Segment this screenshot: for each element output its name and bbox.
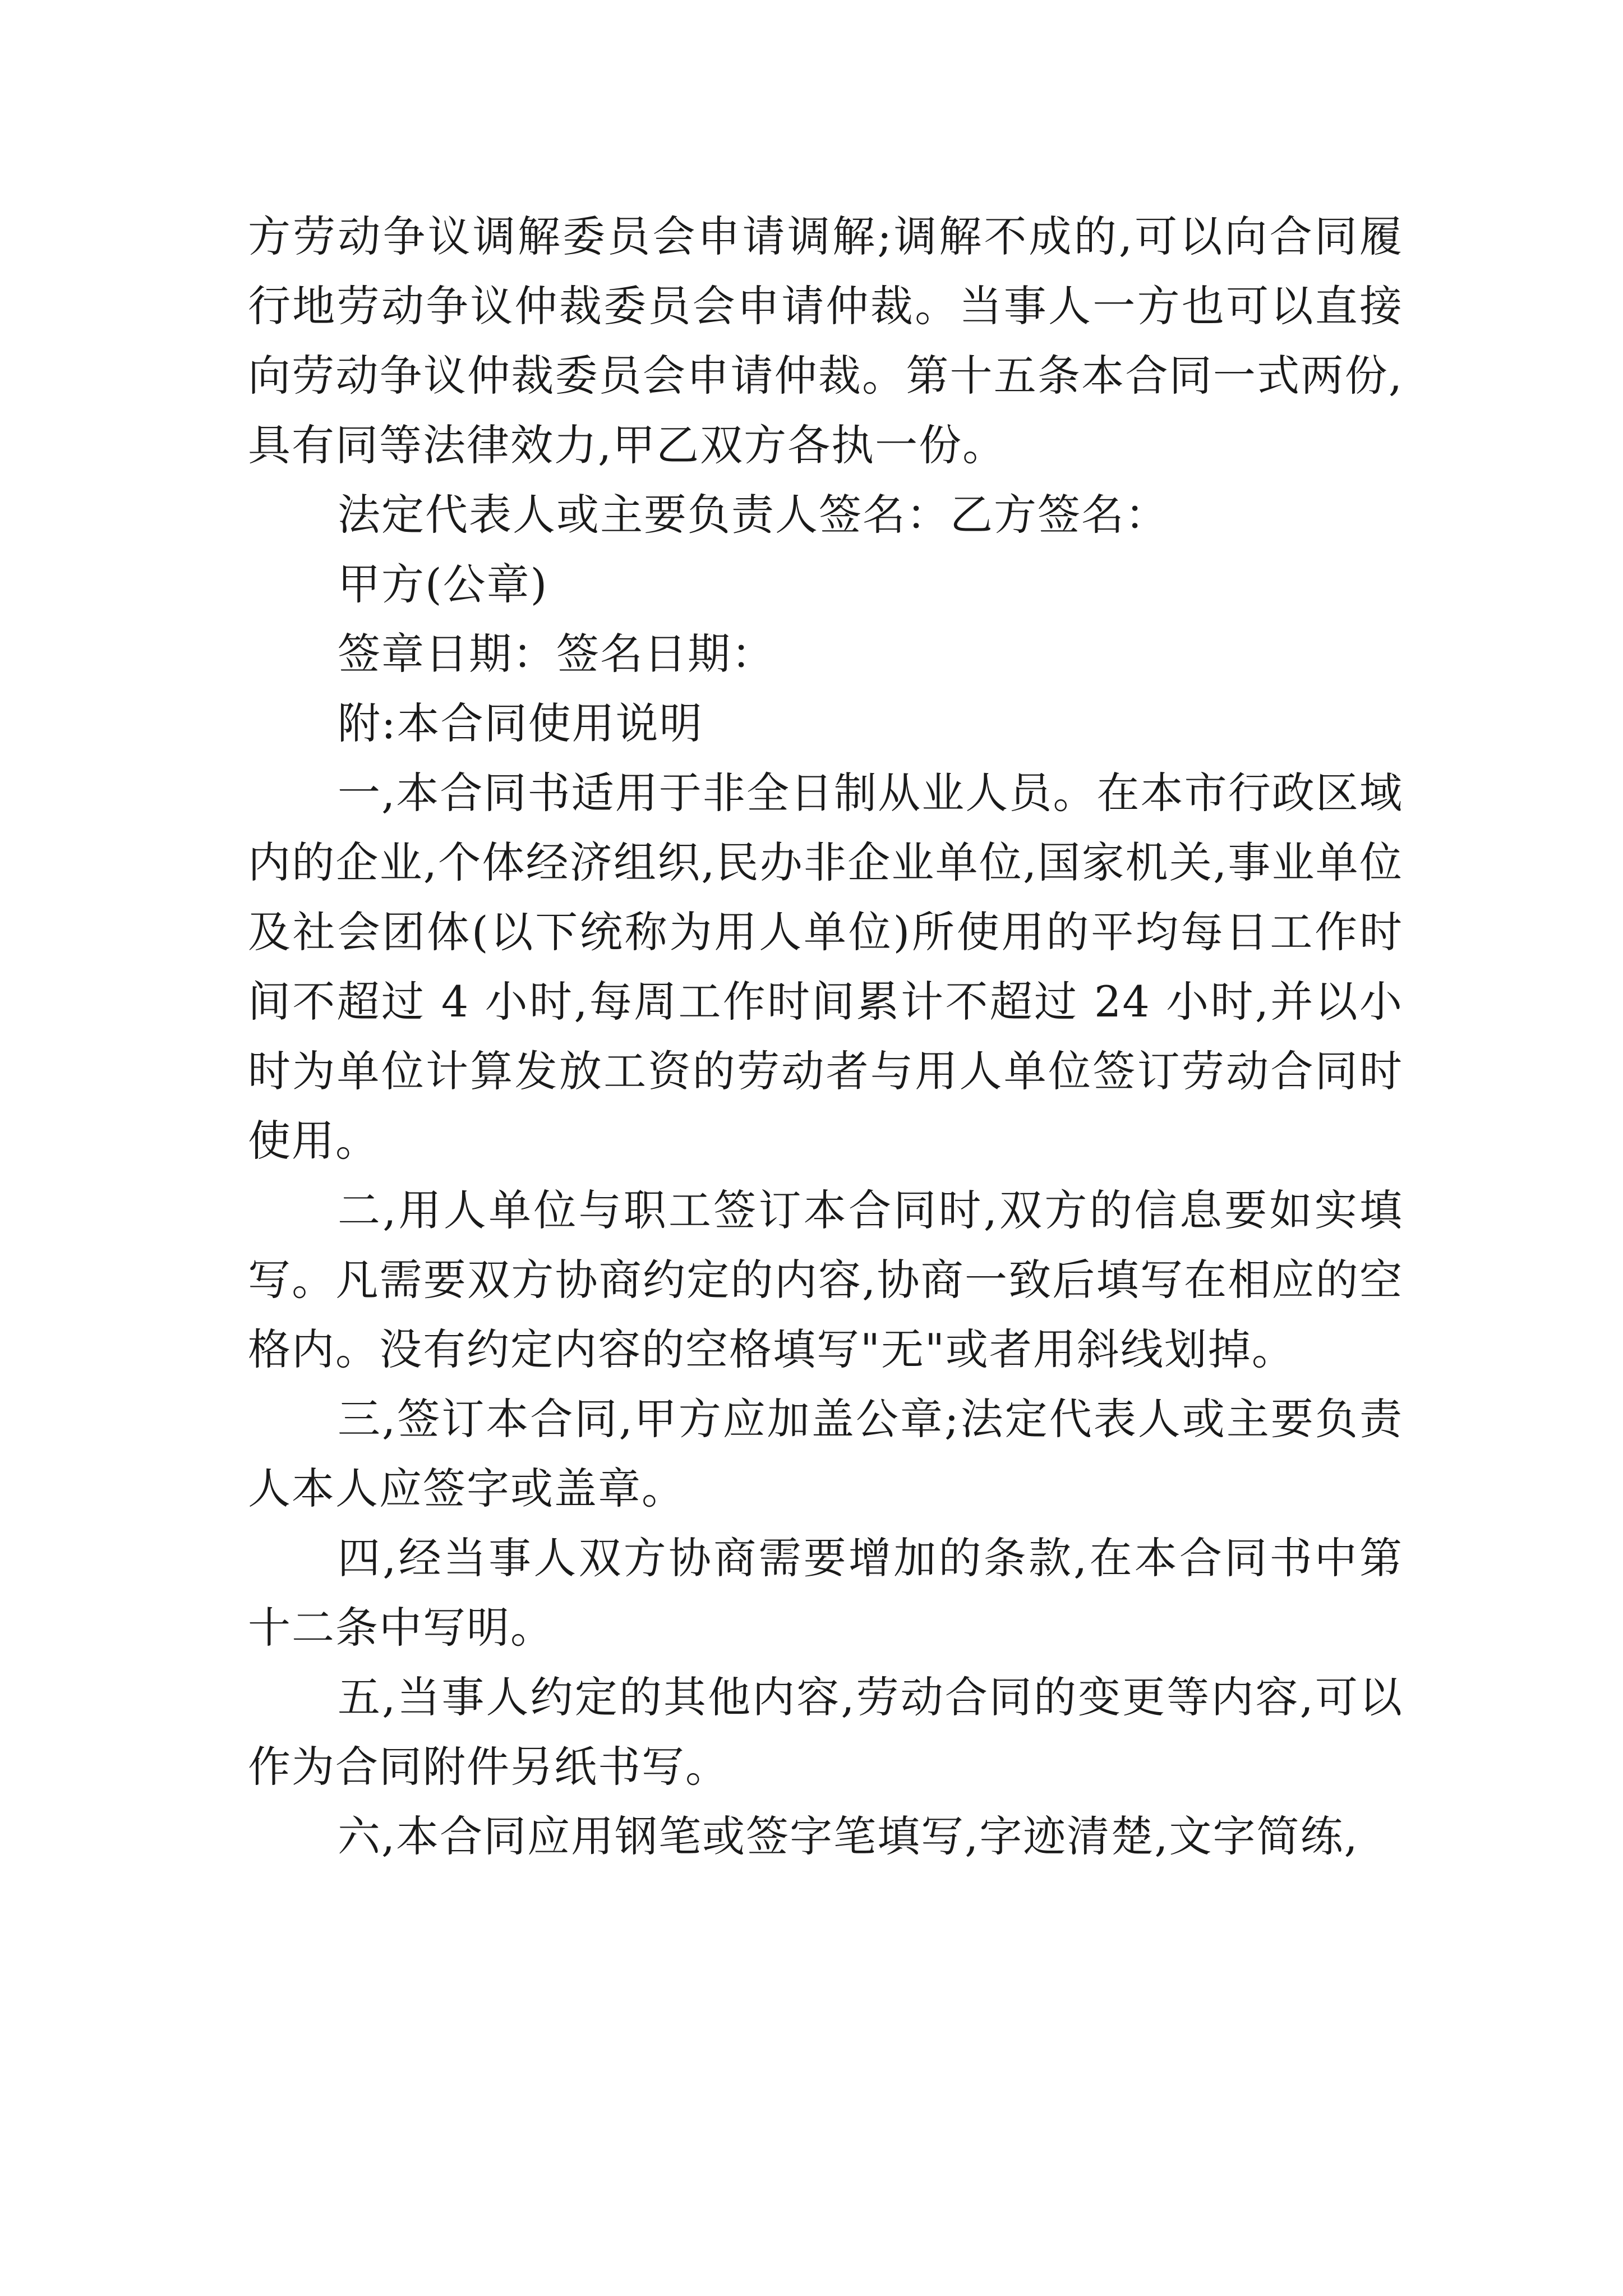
party-a-seal-label: 甲方(公章) (338, 559, 548, 609)
instruction-item-1: 一,本合同书适用于非全日制从业人员。在本市行政区域内的企业,个体经济组织,民办非企业单位,国家机关,事业单位及社会团体(以下统称为用人单位)所使用的平均每日工作时间不超过 4 小时,每周工作时间累计不超过 24 小时,并以小时为单位计算发放工资的劳动者与用人单位签订劳动合同时使用。 (248, 768, 1403, 1166)
paragraph-continuation: 方劳动争议调解委员会申请调解;调解不成的,可以向合同履行地劳动争议仲裁委员会申请仲裁。当事人一方也可以直接向劳动争议仲裁委员会申请仲裁。第十五条本合同一式两份,具有同等法律效力,甲乙双方各执一份。 (248, 211, 1403, 470)
instruction-item-6: 六,本合同应用钢笔或签字笔填写,字迹清楚,文字简练, (338, 1811, 1359, 1861)
instruction-item-3: 三,签订本合同,甲方应加盖公章;法定代表人或主要负责人本人应签字或盖章。 (248, 1394, 1403, 1513)
document-body (248, 202, 1403, 1871)
appendix-heading: 附:本合同使用说明 (338, 698, 703, 748)
signature-date-label: 签章日期：签名日期： (338, 629, 775, 679)
instruction-item-4: 四,经当事人双方协商需要增加的条款,在本合同书中第十二条中写明。 (248, 1533, 1403, 1653)
instruction-item-2: 二,用人单位与职工签订本合同时,双方的信息要如实填写。凡需要双方协商约定的内容,协商一致后填写在相应的空格内。没有约定内容的空格填写"无"或者用斜线划掉。 (248, 1185, 1403, 1374)
instruction-item-5: 五,当事人约定的其他内容,劳动合同的变更等内容,可以作为合同附件另纸书写。 (248, 1672, 1403, 1792)
signature-label-representative: 法定代表人或主要负责人签名：乙方签名： (338, 490, 1169, 540)
